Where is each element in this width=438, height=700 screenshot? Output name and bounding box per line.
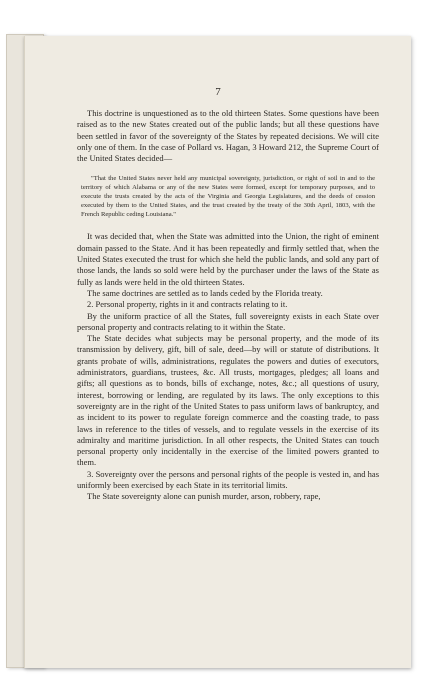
page-number: 7	[215, 86, 221, 98]
paragraph: 3. Sovereignty over the persons and personal rights of the people is vested in, and has uniformly been exercised by each State in its territorial limits.	[77, 468, 379, 491]
paragraph: This doctrine is unquestioned as to the old thirteen States. Some questions have been raised as to the new States created out of the public lands; but all these questions have been settled in favor of the sovereignty of the States by repeated decisions. We will cite only one of them. In the case of Pollard vs. Hagan, 3 Howard 212, the Supreme Court of the United States decided—	[77, 108, 379, 164]
paragraph: The State decides what subjects may be personal property, and the mode of its transmission by delivery, gift, bill of sale, deed—by will or statute of distributions. It grants probate of wills, administrations, regulates the powers and duties of executors, administrators, guardians, trustees, &c. All trusts, mortgages, pledges; all loans and gifts; all questions as to bonds, bills of exchange, notes, &c.; all questions of usury, interest, borrowing or lending, are regulated by its laws. The only exceptions to this sovereignty are in the right of the United States to pass uniform laws of bankruptcy, and as incident to its power to regulate foreign commerce and the coasting trade, to pass laws in reference to the titles of vessels, and to regulate vessels in the exercise of its admiralty and maritime jurisdiction. In all other respects, the United States can touch personal property only incidentally in the exercise of the limited powers granted to them.	[77, 333, 379, 468]
page-body	[77, 108, 379, 503]
paragraph: It was decided that, when the State was admitted into the Union, the right of eminent domain passed to the State. And it has been repeatedly and firmly settled that, when the United States executed the trust for which she held the public lands, and sold any part of those lands, the lands so sold were held by the purchaser under the laws of the State as fully as lands were held in the old thirteen States.	[77, 231, 379, 287]
paragraph: The State sovereignty alone can punish murder, arson, robbery, rape,	[87, 491, 321, 502]
block-quote: "That the United States never held any municipal sovereignty, jurisdiction, or right of soil in and to the territory of which Alabama or any of the new States were formed, except for temporary purposes, and to execute the trusts created by the acts of the Virginia and Georgia Legislatures, and the deeds of cession executed by them to the United States, and the trust created by the treaty of the 30th April, 1803, with the French Republic ceding Louisiana."	[81, 175, 375, 219]
paragraph: By the uniform practice of all the States, full sovereignty exists in each State over personal property and contracts relating to it within the State.	[77, 310, 379, 332]
paragraph: 2. Personal property, rights in it and contracts relating to it.	[87, 299, 288, 310]
paragraph: The same doctrines are settled as to lands ceded by the Florida treaty.	[87, 287, 323, 298]
book-page	[24, 36, 411, 668]
